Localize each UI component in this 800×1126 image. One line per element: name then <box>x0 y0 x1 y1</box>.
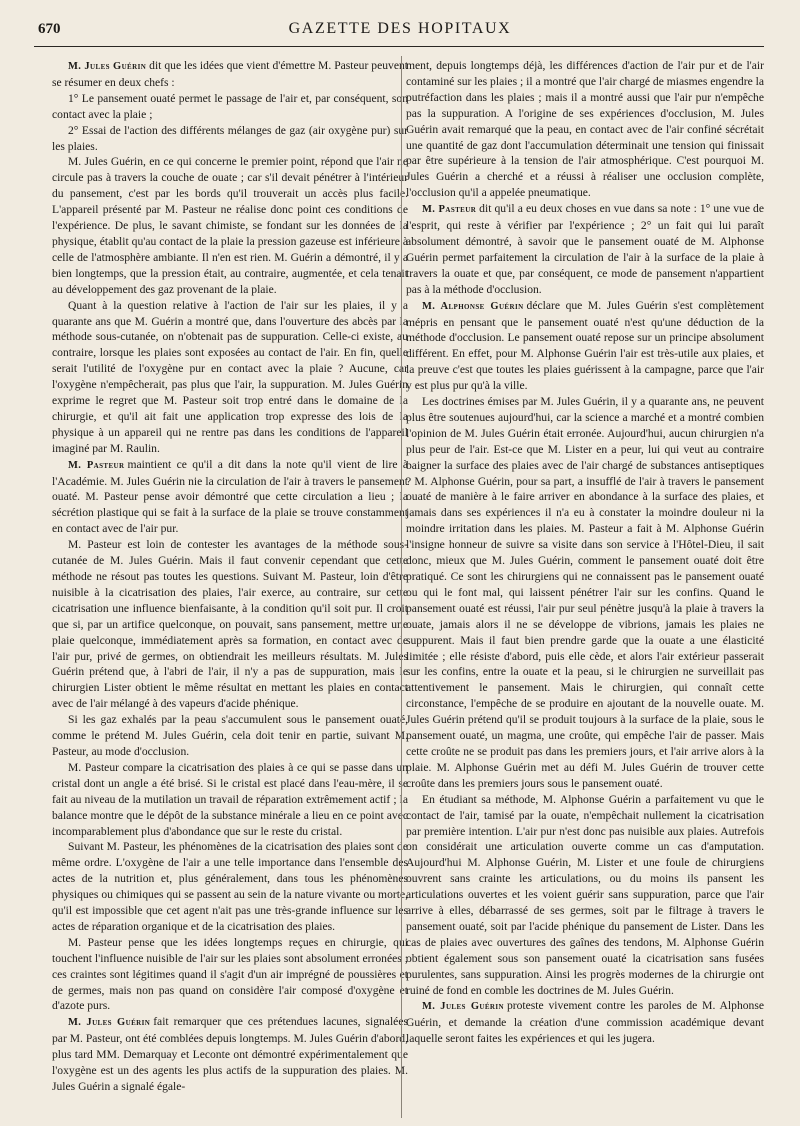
left-column <box>52 58 408 1095</box>
paragraph-text: Suivant M. Pasteur, les phénomènes de la cicatrisation des plaies sont de même ordre. L'oxygène de l'air a une telle importance dans l'ensemble des actes de la nutrition et, plus généralement, dans tous les phénomènes physiques ou chimiques qui se passent au sein de la nature vivante ou morte, qu'il est impossible que cet agent n'ait pas une très-grande influence sur les actes de réparation organique et de la cicatrisation des plaies. <box>52 840 408 933</box>
paragraph-text: Quant à la question relative à l'action de l'air sur les plaies, il y a quarante ans que M. Guérin a montré que, dans l'ouverture des abcès par la méthode sous-cutanée, on n'obtenait pas de suppuration. Celle-ci existe, au contraire, lorsque les plaies sont exposées au contact de l'air. En fin, quelle serait l'utilité de l'oxygène pur en contact avec la plaie ? Aucune, car l'oxygène n'empêcherait, pas plus que l'air, la suppuration. M. Jules Guérin exprime le regret que M. Pasteur soit trop entré dans le domaine de la chirurgie, et qu'il ait fait une application trop expresse des lois de la physique à un appareil qui ne rentre pas dans les conditions de l'appareil imaginé par M. Raulin. <box>52 298 408 455</box>
paragraph-text: M. Jules Guérin, en ce qui concerne le premier point, répond que l'air ne circule pas à travers la couche de ouate ; car s'il devait pénétrer à l'intérieur du pansement, c'est par les bords qu'il trouverait un accès plus facile. L'appareil présenté par M. Pasteur ne réalise donc point ces conditions de l'expérience. De plus, le savant chimiste, se fondant sur les données de la physique, établit qu'au contact de la plaie la pression gazeuse est inférieure à celle de l'atmosphère ambiante. Il n'en est rien. M. Guérin a démontré, il y a bien longtemps, que la pression était, au contraire, augmentée, et cela tenait au développement des gaz provenant de la plaie. <box>52 155 408 296</box>
paragraph-text: Les doctrines émises par M. Jules Guérin, il y a quarante ans, ne peuvent plus être soutenues aujourd'hui, car la science a marché et a montré combien l'opinion de M. Jules Guérin était erronée. Aujourd'hui, aucun chirurgien n'a plus peur de l'air. Est-ce que M. Lister en a peur, lui qui veut au contraire baigner la surface des plaies avec de l'air chargé de substances antiseptiques ? M. Alphonse Guérin, pour sa part, a insufflé de l'air à travers le pansement ouaté de manière à le faire arriver en abondance à la surface des plaies, et jamais dans ses expériences il n'a eu à constater la moindre douleur ni la moindre irritation dans les plaies. M. Pasteur a fait à M. Alphonse Guérin l'insigne honneur de suivre sa visite dans son service à l'Hôtel-Dieu, il sait donc, mieux que M. Jules Guérin, comment le pansement ouaté doit être pratiqué. Ce sont les chirurgiens qui ne connaissent pas le pansement ouaté ou qui le font mal, qui laissent pénétrer l'air sur les confins. Quand le pansement ouaté est réussi, l'air pur seul pénètre jusqu'à la plaie à travers la ouate, jamais alors il ne se développe de vibrions, jamais les plaies ne suppurent. Mais il faut bien prendre garde que la ouate a une élasticité limitée ; elle résiste d'abord, puis elle cède, et alors l'air extérieur passerait sur les confins, entre la ouate et la peau, si le chirurgien ne surveillait pas attentivement le pansement. Mais le chirurgien, qui connaît cette circonstance, l'empêche de se produire en ajoutant de la nouvelle ouate. M. Jules Guérin prétend qu'il se produit toujours à la surface de la plaie, sous le pansement ouaté, un magma, une croûte, qui empêche l'air de passer. Mais cette croûte ne se produit pas dans les premiers jours, et l'air arrive alors à la plaie. M. Alphonse Guérin met au défi M. Jules Guérin de trouver cette croûte dans les premiers jours sous le pansement ouaté. <box>406 395 764 790</box>
paragraph-text: M. Pasteur pense que les idées longtemps reçues en chirurgie, qui touchent l'influence nuisible de l'air sur les plaies sont absolument erronées ; ces craintes sont légitimes quand il s'agit d'un air imprégné de poussières et de germes, mais non pas quand on considère l'air composé d'oxygène et d'azote purs. <box>52 935 408 1013</box>
speaker-name: M. Pasteur <box>68 459 125 471</box>
paragraph-text: proteste vivement contre les paroles de M. Alphonse Guérin, et demande la création d'une commission académique devant laquelle seront faites les expériences et qui les jugera. <box>406 999 764 1046</box>
paragraph <box>52 760 408 840</box>
paragraph <box>52 58 408 91</box>
header-rule <box>34 46 764 47</box>
paragraph-text: 1° Le pansement ouaté permet le passage de l'air et, par conséquent, son contact avec la plaie ; <box>52 91 408 121</box>
paragraph-text: Si les gaz exhalés par la peau s'accumulent sous le pansement ouaté, comme le prétend M. Jules Guérin, cela doit tenir en partie, suivant M. Pasteur, au mode d'occlusion. <box>52 713 408 758</box>
column-divider <box>401 56 402 1118</box>
paragraph-text: déclare que M. Jules Guérin s'est complètement mépris en pensant que le pansement ouaté n'est qu'une déduction de la méthode d'occlusion. Le pansement ouaté repose sur un principe absolument différent. En effet, pour M. Alphonse Guérin l'air est très-utile aux plaies, et la preuve c'est que toutes les plaies guérissent à la campagne, parce que l'air y est plus pur qu'à la ville. <box>406 298 764 393</box>
paragraph <box>52 123 408 155</box>
paragraph-text: dit qu'il a eu deux choses en vue dans sa note : 1° une vue de l'esprit, qui reste à vérifier par l'expérience ; 2° un fait qui lui paraît absolument démontré, à savoir que le pansement ouaté de M. Alphonse Guérin permet parfaitement la circulation de l'air à la surface de la plaie à travers la ouate et que, par conséquent, ce mode de pansement n'appartient pas à la méthode d'occlusion. <box>406 202 764 296</box>
speaker-name: M. Alphonse Guérin <box>422 300 524 312</box>
paragraph-text: En étudiant sa méthode, M. Alphonse Guérin a parfaitement vu que le contact de l'air, tamisé par la ouate, n'empêchait nullement la cicatrisation par première intention. L'air pur n'est donc pas nuisible aux plaies. Autrefois on considérait une articulation ouverte comme un cas d'amputation. Aujourd'hui M. Alphonse Guérin, M. Lister et une foule de chirurgiens ouvrent sans crainte les articulations, ou du moins ils pansent les articulations ouvertes et les voient guérir sans suppuration, parce que l'air arrive à elles, débarrassé de ses germes, soit par le filtrage à travers le pansement ouaté, soit par l'acide phénique du pansement de Lister. Dans les cas de plaies avec ouvertures des gaînes des tendons, M. Alphonse Guérin obtient également sous son pansement ouaté la cicatrisation sans fusées purulentes, sans suppuration. Ainsi les progrès modernes de la chirurgie ont ruiné de fond en comble les doctrines de M. Jules Guérin. <box>406 792 764 997</box>
paragraph <box>406 792 764 999</box>
speaker-name: M. Jules Guérin <box>68 1017 151 1029</box>
paragraph-text: ment, depuis longtemps déjà, les différences d'action de l'air pur et de l'air contaminé sur les plaies ; il a montré que l'air chargé de miasmes engendre la putréfaction dans les plaies ; mais il a montré aussi que l'air pur n'empêche pas la suppuration. A l'origine de ses expériences d'occlusion, M. Jules Guérin avait remarqué que la peau, en contact avec de l'air confiné sécrétait une quantité de gaz dont l'accumulation déterminait une tension qui finissait par être supérieure à la tension de l'air atmosphérique. C'est pourquoi M. Jules Guérin a cherché et a réussi à réaliser une occlusion complète, l'occlusion qu'il a appelée pneumatique. <box>406 59 764 200</box>
paragraph <box>52 935 408 1015</box>
paragraph <box>406 394 764 792</box>
paragraph <box>52 91 408 123</box>
paragraph-text: fait remarquer que ces prétendues lacunes, signalées par M. Pasteur, ont été comblées depuis longtemps. M. Jules Guérin d'abord, plus tard MM. Demarquay et Leconte ont démontré expérimentalement que l'oxygène est un des agents les plus actifs de la suppuration des plaies. M. Jules Guérin a signalé égale- <box>52 1015 408 1093</box>
paragraph <box>52 712 408 760</box>
right-column <box>406 58 764 1047</box>
speaker-name: M. Jules Guérin <box>68 61 147 72</box>
speaker-name: M. Jules Guérin <box>422 1001 504 1013</box>
paragraph-text: dit que les idées que vient d'émettre M. Pasteur peuvent se résumer en deux chefs : <box>52 59 408 89</box>
speaker-name: M. Pasteur <box>422 204 477 216</box>
paragraph <box>52 839 408 934</box>
paragraph <box>52 298 408 457</box>
journal-title: GAZETTE DES HOPITAUX <box>288 20 512 37</box>
paragraph-text: M. Pasteur compare la cicatrisation des plaies à ce qui se passe dans un cristal dont un angle a été brisé. Si le cristal est placé dans l'eau-mère, il se fait au niveau de la mutilation un travail de réparation extrêmement actif ; la balance montre que le dépôt de la substance minérale a lieu en ce point avec incomparablement plus d'abondance que sur le reste du cristal. <box>52 760 408 838</box>
paragraph <box>52 154 408 297</box>
paragraph <box>406 298 764 394</box>
paragraph-text: M. Pasteur est loin de contester les avantages de la méthode sous-cutanée de M. Jules Guérin. Mais il faut convenir cependant que cette méthode ne résout pas toutes les questions. Suivant M. Pasteur, loin d'être nuisible à la cicatrisation des plaies, l'air exerce, au contraire, sur cette cicatrisation une influence bienfaisante, à la condition qu'il soit pur. Il croit que si, par un artifice quelconque, on pouvait, sans pansement, mettre une plaie quelconque, immédiatement après sa formation, en contact avec de l'air pur, privé de germes, on obtiendrait les meilleurs résultats. M. Jules Guérin prétend que, à l'abri de l'air, il n'y a pas de suppuration, mais le chirurgien Lister obtient le même résultat en mettant les plaies en contact avec de l'air mélangé à des vapeurs d'acide phénique. <box>52 538 408 711</box>
paragraph <box>52 1014 408 1095</box>
paragraph <box>406 201 764 297</box>
page-header <box>36 18 764 44</box>
paragraph <box>406 58 764 201</box>
paragraph-text: maintient ce qu'il a dit dans la note qu'il vient de lire à l'Académie. M. Jules Guérin nie la circulation de l'air à travers le pansement ouaté. M. Pasteur pense avoir démontré que cette circulation a lieu ; la sécrétion plastique qui se fait à la surface de la plaie se trouve constamment en contact avec de l'air pur. <box>52 457 408 536</box>
paragraph <box>52 537 408 712</box>
paragraph <box>52 457 408 538</box>
paragraph <box>406 998 764 1047</box>
paragraph-text: 2° Essai de l'action des différents mélanges de gaz (air oxygène pur) sur les plaies. <box>52 123 408 153</box>
page-number: 670 <box>38 21 61 37</box>
